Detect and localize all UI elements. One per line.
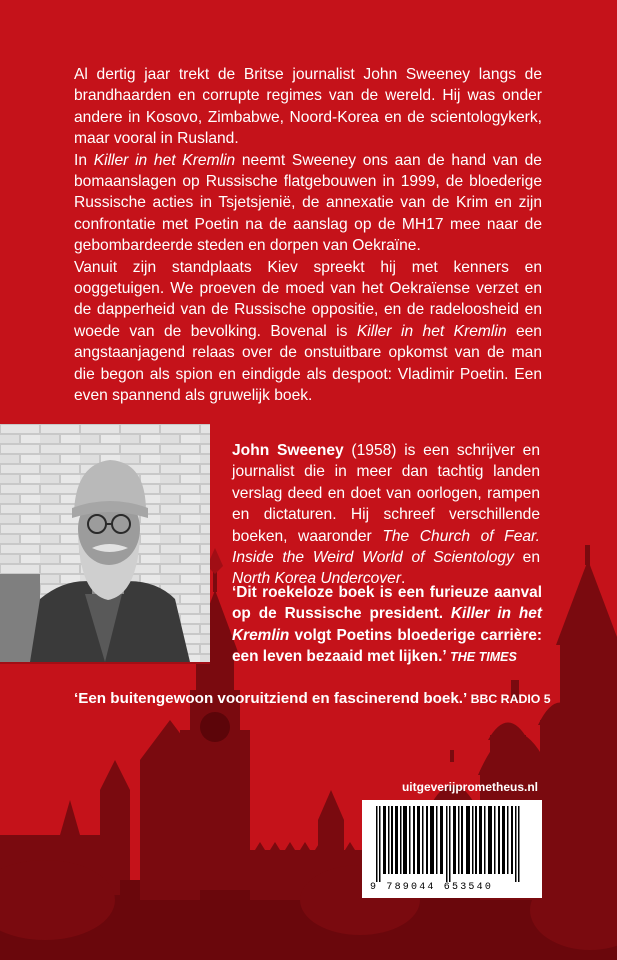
barcode-bars xyxy=(362,800,542,882)
isbn-number: 9 789044 653540 xyxy=(370,882,494,893)
blurb-p3-a: Vanuit zijn standplaats Kiev spreekt hij met kenners en ooggetuigen. We proeven de moed van het Oekraïense verzet en de dapperheid van de Russische oppositie, en de radeloosheid en woede van de bevolking. Bovenal is xyxy=(74,258,542,340)
bio-text-b: en xyxy=(513,549,540,567)
author-bio-paragraph xyxy=(232,440,540,590)
quote1-source: THE TIMES xyxy=(450,650,517,665)
publisher-url: uitgeverijprometheus.nl xyxy=(401,780,538,794)
isbn-barcode xyxy=(362,800,542,898)
book-title-inline: Killer in het Kremlin xyxy=(93,151,236,169)
author-name: John Sweeney xyxy=(232,442,344,459)
blurb-p3-b: een angstaanjagend relaas over de onstuitbare opkomst van de man die begon als spion en eindigde als despoot: Vladimir Poetin. Een even spannend als gruwelijk boek. xyxy=(74,322,542,405)
quote2-source: BBC RADIO 5 xyxy=(470,692,551,706)
author-photo xyxy=(0,424,210,662)
blurb-paragraph-3 xyxy=(74,257,542,407)
bio-text-a: (1958) is een schrijver en journalist die in meer dan tachtig landen verslag deed en doet van oorlogen, rampen en dictaturen. Hij schreef verschillende boeken, waaronder xyxy=(232,442,540,545)
press-quote-bbc xyxy=(74,688,554,710)
bio-book-title-2: North Korea Undercover xyxy=(232,570,402,588)
bio-book-title-1: The Church of Fear. Inside the Weird World of Scientology xyxy=(232,527,540,567)
blurb-paragraph-2 xyxy=(74,150,542,257)
author-portrait-image xyxy=(0,424,210,662)
quote1-book-title: Killer in het Kremlin xyxy=(232,605,542,644)
press-quote-times-text xyxy=(232,582,542,669)
blurb-p2-prefix: In xyxy=(74,151,94,169)
quote1-text-a: ‘Dit roekeloze boek is een furieuze aanval op de Russische president. xyxy=(232,584,542,623)
blurb-p2-rest: neemt Sweeney ons aan de hand van de bomaanslagen op Russische flatgebouwen in 1999, de bloederige Russische acties in Tsjetsjenië, de annexatie van de Krim en zijn confrontatie met Poetin na de aanslag op de MH17 mee naar de gebombardeerde steden en dorpen van Oekraïne. xyxy=(74,151,542,255)
book-title-inline: Killer in het Kremlin xyxy=(356,322,507,340)
bio-text-c: . xyxy=(401,570,406,588)
quote2-text: ‘Een buitengewoon vooruitziend en fascinerend boek.’ xyxy=(74,690,471,707)
press-quote-times xyxy=(232,582,542,669)
blurb-paragraph-1: Al dertig jaar trekt de Britse journalist John Sweeney langs de brandhaarden en corrupte regimes van de wereld. Hij was onder andere in Kosovo, Zimbabwe, Noord-Korea en de scientologykerk, maar vooral in Rusland. xyxy=(74,66,542,148)
author-bio xyxy=(232,440,540,590)
quote1-text-b: volgt Poetins bloederige carrière: een leven bezaaid met lijken.’ xyxy=(232,626,542,666)
blurb-text xyxy=(74,64,542,407)
